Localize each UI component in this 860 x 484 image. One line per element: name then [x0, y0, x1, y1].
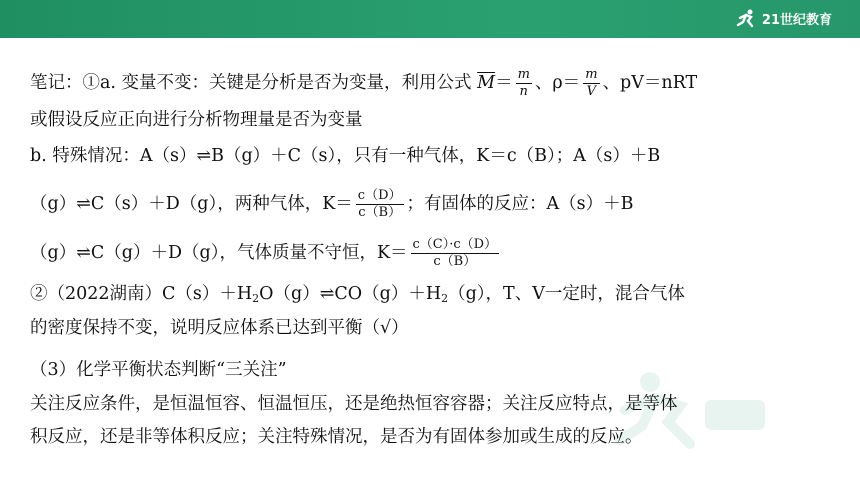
note-text: ②（2022湖南）C（s）＋H [30, 284, 253, 304]
mean-molar-mass-symbol: $\overline{M}$ [477, 73, 496, 93]
subscript: 2 [441, 292, 449, 305]
note-text: （g），T、V一定时，混合气体 [448, 284, 685, 304]
note-line-3: b. 特殊情况：A（s）⇌B（g）＋C（s），只有一种气体，K＝c（B）；A（s）＋B [30, 146, 661, 166]
fraction-denominator: V [586, 84, 597, 99]
fraction-m-over-n [516, 68, 532, 99]
brand-logo [736, 6, 832, 30]
fraction-numerator: c（C）·c（D） [412, 237, 498, 252]
note-line-2: 或假设反应正向进行分析物理量是否为变量 [30, 110, 363, 130]
note-line-7: 的密度保持不变，说明反应体系已达到平衡（√） [30, 318, 409, 338]
fraction-numerator: c（D） [357, 188, 402, 203]
fraction-k1 [356, 189, 404, 220]
logo-text: 21世纪教育 [761, 12, 832, 28]
fraction-denominator: c（B） [358, 205, 402, 220]
runner-icon [736, 8, 758, 28]
fraction-denominator: c（B） [433, 254, 477, 269]
fraction-m-over-v [583, 68, 599, 99]
note-text: 、ρ＝ [534, 73, 581, 93]
fraction-numerator: m [517, 67, 530, 82]
fraction-denominator: n [519, 84, 528, 99]
header-bar [0, 0, 860, 38]
note-text: ；有固体的反应：A（s）＋B [406, 194, 634, 214]
note-line-1 [30, 68, 697, 99]
note-line-10: 积反应，还是非等体积反应；关注特殊情况，是否为有固体参加或生成的反应。 [30, 427, 643, 447]
note-text: 笔记：①a. 变量不变：关键是分析是否为变量，利用公式 [30, 73, 472, 93]
note-line-6 [30, 286, 685, 304]
note-text: （g）⇌C（g）＋D（g），气体质量不守恒，K＝ [30, 243, 408, 263]
fraction-k2 [411, 238, 500, 269]
note-text: 、pV＝nRT [602, 73, 698, 93]
note-line-5 [30, 238, 502, 269]
note-line-9: 关注反应条件，是恒温恒容、恒温恒压，还是绝热恒容容器；关注反应特点，是等体 [30, 394, 678, 414]
equals-sign: ＝ [495, 73, 513, 93]
fraction-numerator: m [585, 67, 598, 82]
note-line-8: （3）化学平衡状态判断“三关注” [30, 360, 287, 380]
note-text: （g）⇌C（s）＋D（g），两种气体，K＝ [30, 194, 353, 214]
note-line-4 [30, 189, 634, 220]
note-text: O（g）⇌CO（g）＋H [259, 284, 442, 304]
subscript: 2 [252, 292, 260, 305]
